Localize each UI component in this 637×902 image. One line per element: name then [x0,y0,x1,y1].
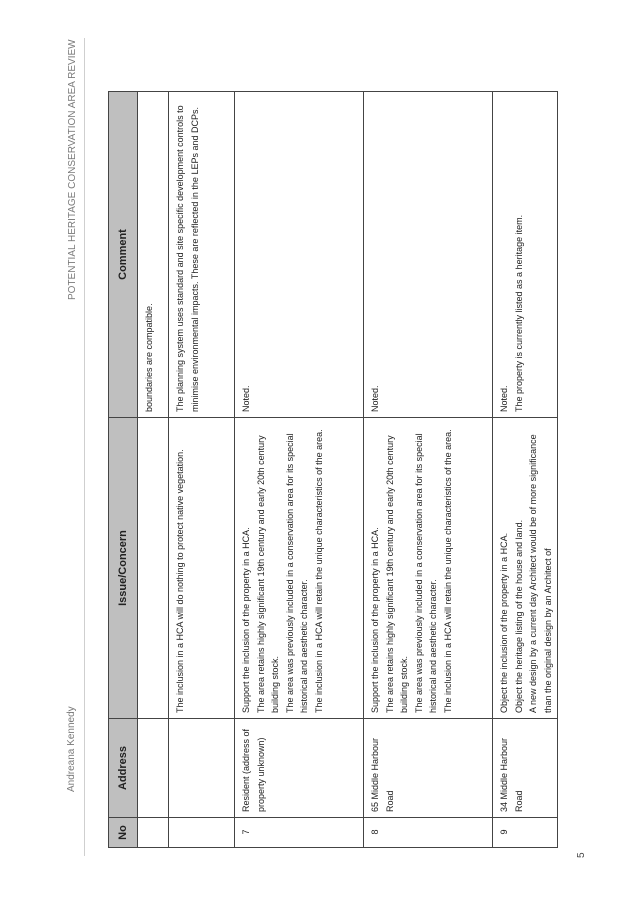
column-header-address: Address [109,719,138,818]
issue-line: The area retains highly significant 19th century and early 20th century building stock. [384,435,409,713]
table-row [235,92,364,848]
cell-comment [493,92,558,418]
comment-line: The planning system uses standard and site specific development controls to minimise environmental impacts. These are reflected in the LEPs and DCPs. [175,105,200,412]
cell-issue [169,418,235,719]
review-table [108,91,558,848]
table-container [108,92,558,848]
cell-address [493,719,558,818]
cell-address [235,719,364,818]
header-rule [84,38,85,856]
address-line: 34 Middle Harbour Road [499,737,524,812]
table-header-row [109,92,138,848]
issue-line: A new design by a current day Architect would be of more significance than the original design by an Architect of [528,434,553,713]
table-row [169,92,235,848]
comment-line: Noted. [241,385,251,412]
cell-issue [235,418,364,719]
address-line: 65 Middle Harbour Road [370,737,395,812]
issue-line: Support the inclusion of the property in a HCA. [370,527,380,713]
comment-line: Noted. [499,385,509,412]
document-title: POTENTIAL HERITAGE CONSERVATION AREA REVIEW [67,39,78,300]
cell-issue [493,418,558,719]
page-number: 5 [576,852,587,858]
cell-no: 9 [493,818,558,848]
issue-line: The area was previously included in a conservation area for its special historical and aesthetic character. [284,433,309,713]
cell-address [138,719,169,818]
column-header-comment: Comment [109,92,138,418]
issue-line: The inclusion in a HCA will retain the unique characteristics of the area. [442,429,453,713]
author-name: Andreana Kennedy [66,706,77,792]
cell-comment [235,92,364,418]
cell-no [169,818,235,848]
cell-issue [364,418,493,719]
table-body [138,92,558,848]
issue-line: Object the heritage listing of the house and land. [513,519,524,713]
column-header-issue: Issue/Concern [109,418,138,719]
cell-comment [169,92,235,418]
issue-line: The area retains highly significant 19th century and early 20th century building stock. [255,435,280,713]
table-row [364,92,493,848]
comment-line: Noted. [370,385,380,412]
cell-address [364,719,493,818]
issue-line: The inclusion in a HCA will retain the unique characteristics of the area. [313,429,324,713]
comment-line: boundaries are compatible. [144,303,154,412]
cell-comment [364,92,493,418]
cell-address [169,719,235,818]
cell-issue [138,418,169,719]
address-line: Resident (address of property unknown) [241,728,266,812]
comment-line: The property is currently listed as a heritage item. [513,214,524,412]
cell-no [138,818,169,848]
table-row [493,92,558,848]
table-row [138,92,169,848]
cell-no: 8 [364,818,493,848]
cell-no: 7 [235,818,364,848]
issue-line: The inclusion in a HCA will do nothing to protect native vegetation. [175,449,185,713]
cell-comment [138,92,169,418]
issue-line: Support the inclusion of the property in a HCA. [241,527,251,713]
column-header-no: No [109,818,138,848]
issue-line: The area was previously included in a conservation area for its special historical and aesthetic character. [413,433,438,713]
issue-line: Object the inclusion of the property in a HCA. [499,532,509,713]
